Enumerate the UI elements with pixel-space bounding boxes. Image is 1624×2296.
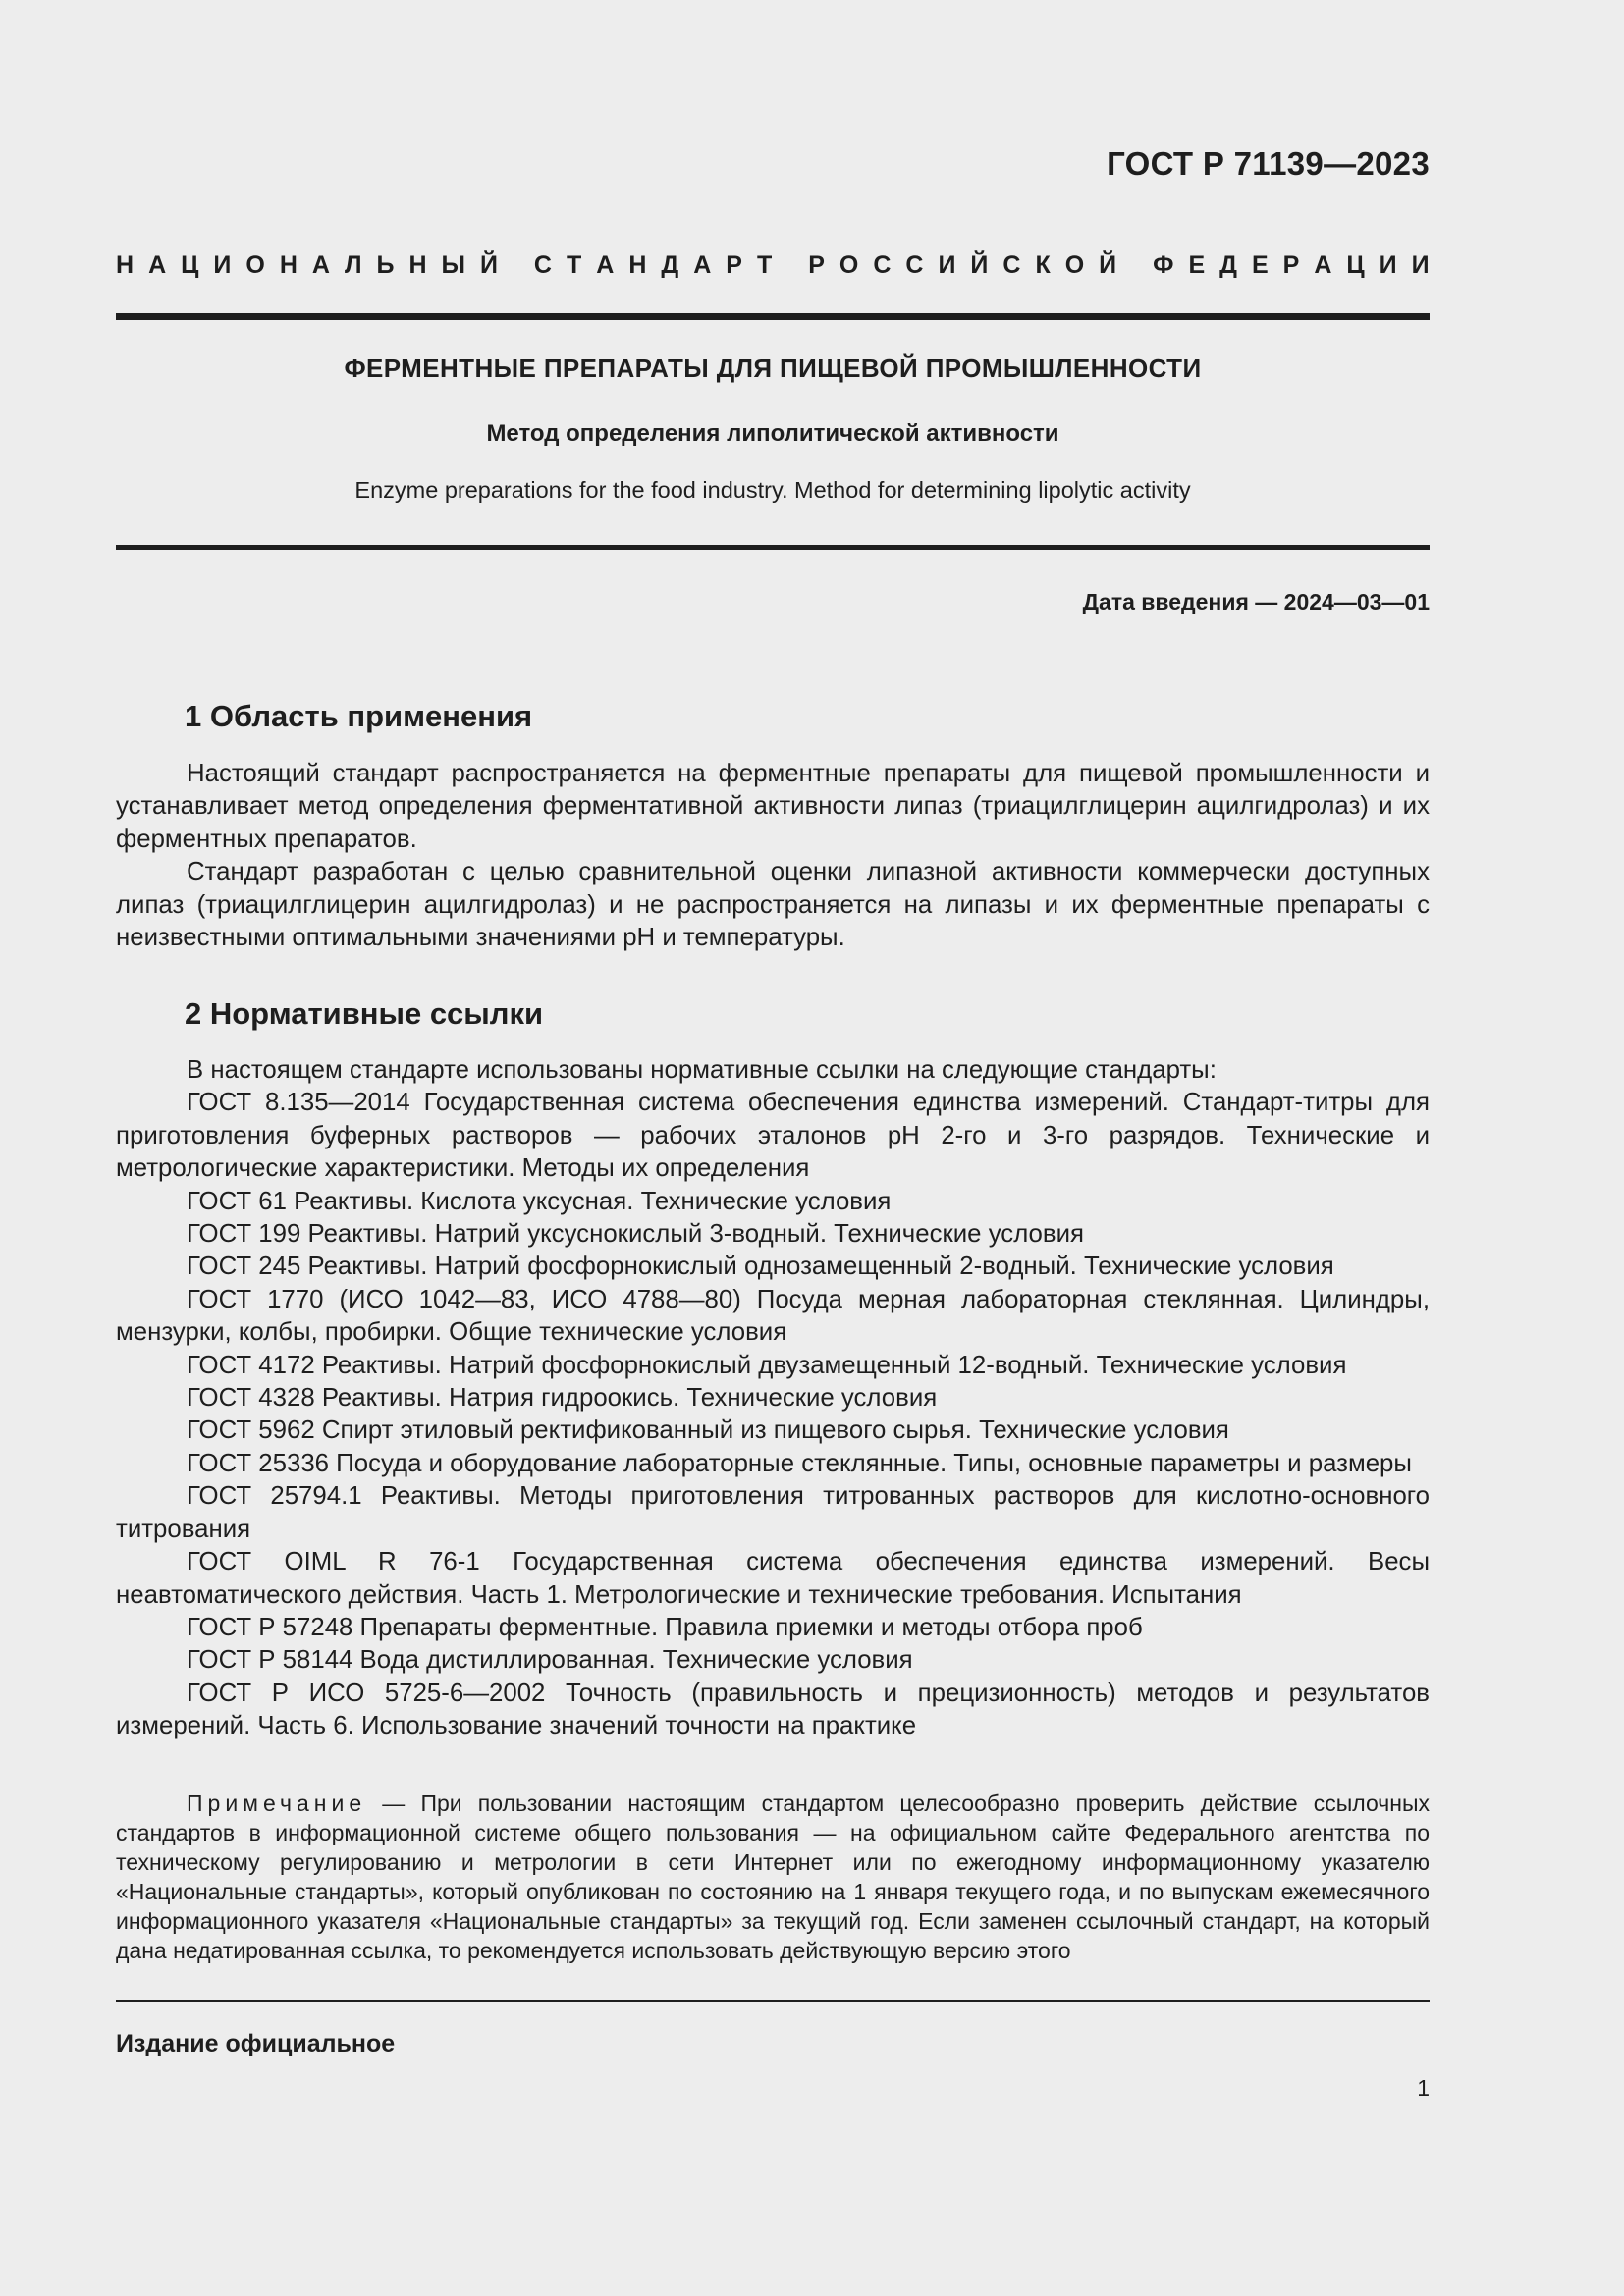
official-edition-label: Издание официальное [116,2030,396,2057]
reference-item: ГОСТ Р 58144 Вода дистиллированная. Технические условия [187,1646,913,1675]
heading-letter: С [873,251,892,279]
title-rule [116,545,1430,550]
heading-letter: С [1002,251,1021,279]
note-label: Примечание [187,1790,367,1816]
normative-references-list [116,1054,1430,1743]
heading-letter: Е [1188,251,1206,279]
document-title: ФЕРМЕНТНЫЕ ПРЕПАРАТЫ ДЛЯ ПИЩЕВОЙ ПРОМЫШЛЕННОСТИ [344,353,1202,383]
heading-letter: А [1314,251,1332,279]
heading-letter: Т [756,251,773,279]
reference-item: ГОСТ 199 Реактивы. Натрий уксуснокислый 3-водный. Технические условия [187,1220,1084,1249]
heading-letter: О [839,251,859,279]
reference-item: ГОСТ 4328 Реактивы. Натрия гидроокись. Технические условия [187,1384,938,1413]
heading-letter: Л [344,251,362,279]
heading-letter: К [1035,251,1051,279]
national-standard-heading [116,251,1430,280]
page-number: 1 [1417,2075,1430,2101]
reference-item: ГОСТ 25794.1 Реактивы. Методы приготовления титрованных растворов для кислотно-основного титрования [116,1482,1430,1543]
reference-item: ГОСТ OIML R 76-1 Государственная система обеспечения единства измерений. Весы неавтоматического действия. Часть 1. Метрологические и технические требования. Испытания [116,1548,1430,1609]
references-intro: В настоящем стандарте использованы нормативные ссылки на следующие стандарты: [187,1056,1217,1084]
reference-item: ГОСТ 25336 Посуда и оборудование лабораторные стеклянные. Типы, основные параметры и размеры [187,1449,1412,1477]
heading-letter: Й [970,251,989,279]
heading-letter: Н [408,251,427,279]
heading-letter: С [905,251,924,279]
paragraph: Настоящий стандарт распространяется на ферментные препараты для пищевой промышленности и устанавливает метод определения ферментативной активности липаз (триацилглицерин ацилгидролаз) и их ферментных препаратов. [116,760,1430,853]
note-text: — При пользовании настоящим стандартом целесообразно проверить действие ссылочных стандартов в информационной системе общего пользования — на официальном сайте Федерального агентства по техническому регулированию и метрологии в сети Интернет или по ежегодному информационному указателю «Национальные стандарты», который опубликован по состоянию на 1 января текущего года, и по выпускам ежемесячного информационного указателя «Национальные стандарты» за текущий год. Если заменен ссылочный стандарт, на который дана недатированная ссылка, то рекомендуется использовать действующую версию этого [116,1790,1430,1963]
heading-letter: Р [726,251,742,279]
heading-letter: Н [628,251,647,279]
reference-item: ГОСТ 4172 Реактивы. Натрий фосфорнокислый двузамещенный 12-водный. Технические условия [187,1351,1347,1379]
heading-letter: А [311,251,330,279]
reference-item: ГОСТ 8.135—2014 Государственная система обеспечения единства измерений. Стандарт-титры для приготовления буферных растворов — рабочих эталонов pH 2-го и 3-го разрядов. Технические и метрологические характеристики. Методы их определения [116,1089,1430,1183]
heading-letter: О [245,251,265,279]
footer-rule [116,2000,1430,2002]
heading-letter: И [1379,251,1397,279]
heading-letter: Ы [441,251,465,279]
heading-letter: Р [808,251,825,279]
reference-item: ГОСТ 1770 (ИСО 1042—83, ИСО 4788—80) Посуда мерная лабораторная стеклянная. Цилиндры, мензурки, колбы, пробирки. Общие технические условия [116,1285,1430,1347]
document-subtitle: Метод определения липолитической активности [486,420,1059,447]
heading-letter: Т [566,251,582,279]
heading-letter: И [1411,251,1430,279]
document-title-english: Enzyme preparations for the food industry. Method for determining lipolytic activity [354,477,1191,503]
standard-code: ГОСТ Р 71139—2023 [1107,145,1430,182]
effective-date: Дата введения — 2024—03—01 [1082,589,1430,614]
heading-letter: О [1064,251,1085,279]
heading-letter: Н [116,251,135,279]
reference-item: ГОСТ 61 Реактивы. Кислота уксусная. Технические условия [187,1187,892,1215]
heading-letter: С [533,251,552,279]
heading-letter: Ь [376,251,395,279]
heading-letter: Д [1219,251,1237,279]
heading-letter [513,251,519,280]
heading-letter: Н [279,251,298,279]
heading-letter: Ц [181,251,199,279]
heading-letter [786,251,793,280]
section-1-body [116,758,1430,954]
reference-item: ГОСТ Р ИСО 5725-6—2002 Точность (правильность и прецизионность) методов и результатов измерений. Часть 6. Использование значений точности на практике [116,1679,1430,1740]
section-2-heading: 2 Нормативные ссылки [185,996,544,1031]
paragraph: Стандарт разработан с целью сравнительной оценки липазной активности коммерчески доступных липаз (триацилглицерин ацилгидролаз) и не распространяется на липазы и их ферментные препараты с неизвестными оптимальными значениями pH и температуры. [116,858,1430,952]
document-page [116,0,1430,2296]
heading-letter: Д [661,251,679,279]
heading-letter: Й [480,251,498,279]
heading-letter [1131,251,1138,280]
heading-letter: И [213,251,232,279]
reference-item: ГОСТ 5962 Спирт этиловый ректификованный из пищевого сырья. Технические условия [187,1416,1229,1445]
top-rule [116,313,1430,320]
heading-letter: А [596,251,615,279]
heading-letter: Ф [1153,251,1174,279]
heading-letter: Р [1282,251,1300,279]
note-paragraph [116,1789,1430,1965]
heading-letter: А [693,251,712,279]
heading-letter: Ц [1346,251,1365,279]
heading-letter: Й [1099,251,1117,279]
reference-item: ГОСТ Р 57248 Препараты ферментные. Правила приемки и методы отбора проб [187,1613,1143,1641]
reference-item: ГОСТ 245 Реактивы. Натрий фосфорнокислый однозамещенный 2-водный. Технические условия [187,1253,1334,1281]
heading-letter: И [938,251,956,279]
heading-letter: Е [1251,251,1269,279]
heading-letter: А [148,251,167,279]
section-1-heading: 1 Область применения [185,699,533,733]
